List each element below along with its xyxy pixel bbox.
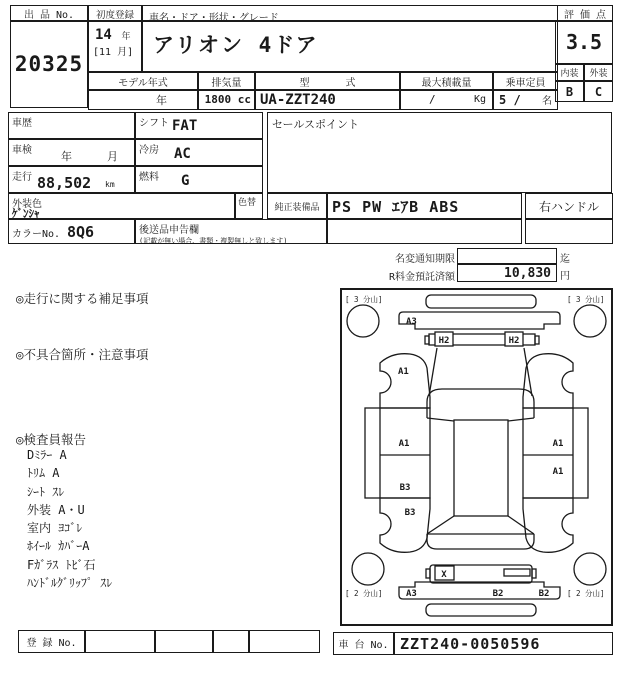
rear-deck [427, 534, 534, 549]
a-pillar-right [508, 418, 534, 421]
score-header: 評 価 点 [557, 5, 613, 22]
interior-grade: B [555, 81, 584, 102]
max-load-header: 最大積載量 [400, 72, 493, 91]
capacity-header: 乗車定員 [493, 72, 558, 91]
color-no-cell: カラーNo. 8Q6 [8, 219, 135, 244]
defects-notes-title: ◎不具合箇所・注意事項 [16, 347, 149, 362]
front-bumper [399, 312, 560, 329]
car-name-value: アリオン 4ドア [142, 20, 558, 72]
inspector-report-item: Fｶﾞﾗｽ ﾄﾋﾞ石 [27, 557, 96, 572]
mark-left-quarter: B3 [404, 508, 416, 518]
mark-headlight-right: H2 [508, 336, 520, 346]
name-change-box [457, 248, 557, 264]
chassis-no-value: ZZT240-0050596 [394, 632, 613, 655]
lot-no-value: 20325 [10, 20, 88, 108]
score-value: 3.5 [555, 20, 613, 64]
recycle-fee-unit: 円 [560, 271, 570, 282]
fuel-cell: 燃料 G [135, 166, 263, 193]
registration-no-cell-2 [155, 630, 213, 653]
chassis-no-header: 車 台 No. [333, 632, 394, 655]
mark-right-rear-door: A1 [552, 467, 564, 477]
exterior-header: 外装 [584, 64, 613, 81]
license-plate [504, 569, 530, 576]
front-top-strip [426, 295, 536, 308]
mark-headlight-left: H2 [438, 336, 450, 346]
quarter-rear-left [380, 498, 430, 552]
shift-cell: シフト FAT [135, 112, 263, 139]
mark-trunk: X [441, 570, 447, 580]
car-name-header: 車名・ドア・形状・グレード [142, 5, 558, 22]
equipment-header: 純正装備品 [267, 193, 327, 219]
model-year-header: モデル年式 [88, 72, 198, 91]
wheel-rear-left [352, 553, 384, 585]
model-code-header: 型 式 [255, 72, 400, 91]
lot-no-header: 出 品 No. [10, 5, 88, 22]
recycle-fee-box: 10,830 [457, 264, 557, 282]
repaint-cell: 色替 [235, 193, 263, 219]
a-pillar-left [427, 418, 454, 421]
steering-cell: 右ハンドル [525, 193, 613, 219]
inspector-report-item: ﾄﾘﾑ A [27, 466, 60, 481]
wheel-front-left [347, 305, 379, 337]
later-goods-empty-cell [327, 219, 522, 244]
quarter-rear-right [523, 498, 573, 552]
displacement-value: 1800 cc [198, 89, 255, 110]
grille-bracket-left [425, 336, 429, 344]
tire-tread-rear-right: [ 2 分山] [567, 589, 605, 598]
running-notes-title: ◎走行に関する補足事項 [16, 291, 149, 306]
mark-left-rear-door: B3 [399, 483, 411, 493]
inspector-report-item: ﾊﾝﾄﾞﾙｸﾞﾘｯﾌﾟ ｽﾚ [27, 576, 113, 591]
c-pillar-right [508, 516, 534, 534]
trunk-bracket-right [532, 569, 536, 578]
mark-front-bumper: A3 [406, 317, 417, 327]
mark-rear-bumper-center: B2 [492, 589, 504, 599]
tire-tread-rear-left: [ 2 分山] [345, 589, 383, 598]
mark-rear-bumper-left: A3 [406, 589, 417, 599]
inspector-report-list [27, 446, 112, 592]
right-side-panels [523, 408, 588, 498]
registration-no-header: 登 録 No. [18, 630, 85, 653]
mileage-cell: 走行 88,502 km [8, 166, 135, 193]
inspection-cell: 車検 年 月 [8, 139, 135, 166]
wheel-front-right [574, 305, 606, 337]
mark-rear-bumper-right: B2 [538, 589, 550, 599]
inspector-report-item: ｼｰﾄ ｽﾚ [27, 484, 65, 499]
max-load-value: / Kg [400, 89, 493, 110]
wheel-rear-right [574, 553, 606, 585]
steering-empty-cell [525, 219, 613, 244]
roof-panel [454, 420, 508, 516]
windshield [427, 389, 534, 418]
rear-bottom-strip [426, 604, 536, 616]
c-pillar-left [427, 516, 454, 534]
history-cell: 車歴 [8, 112, 135, 139]
inspector-report-item: Dﾐﾗｰ A [27, 448, 67, 462]
car-damage-diagram [340, 288, 613, 626]
exterior-grade: C [584, 81, 613, 102]
trunk-bracket-left [426, 569, 430, 578]
rear-bumper [399, 582, 560, 599]
left-side-panels [365, 408, 430, 498]
first-registration-header: 初度登録 [88, 5, 142, 22]
sales-point-box: セールスポイント [267, 112, 612, 193]
model-year-value: 年 [88, 89, 198, 110]
later-goods-cell: 後送品申告欄 (記載が無い場合、書類・複製無しと致します) [135, 219, 327, 244]
registration-no-cell-1 [85, 630, 155, 653]
name-change-unit: 迄 [560, 254, 570, 265]
tire-tread-front-left: [ 3 分山] [345, 295, 383, 304]
tire-tread-front-right: [ 3 分山] [567, 295, 605, 304]
hood-line-left [429, 348, 437, 396]
model-code-value: UA-ZZT240 [255, 89, 400, 110]
equipment-value: PS PW ｴｱB ABS [327, 193, 522, 219]
registration-no-cell-4 [249, 630, 320, 653]
capacity-value: 5 / 名 [493, 89, 558, 110]
fender-front-right [523, 354, 573, 408]
interior-header: 内装 [555, 64, 584, 81]
inspector-report-item: ﾎｲｰﾙ ｶﾊﾞｰA [27, 539, 90, 554]
fender-front-left [380, 354, 430, 408]
recycle-fee-label: R料金預託済額 [388, 272, 455, 283]
grille-bracket-right [535, 336, 539, 344]
mark-left-front-fender: A1 [398, 367, 409, 377]
first-registration-value: 14 年 [11 月] [88, 20, 142, 72]
registration-no-cell-3 [213, 630, 249, 653]
exterior-color-cell: 外装色 ｹﾞﾝｼｬ [8, 193, 235, 219]
mark-right-front-door: A1 [552, 439, 564, 449]
inspector-report-item: 外装 A・U [27, 502, 85, 517]
name-change-label: 名変通知期限 [395, 254, 455, 265]
inspector-report-title: ◎検査員報告 [16, 432, 87, 447]
mark-left-front-door: A1 [398, 439, 410, 449]
car-diagram-svg [342, 290, 611, 624]
aircon-cell: 冷房 AC [135, 139, 263, 166]
displacement-header: 排気量 [198, 72, 255, 91]
inspector-report-item: 室内 ﾖｺﾞﾚ [27, 521, 83, 536]
